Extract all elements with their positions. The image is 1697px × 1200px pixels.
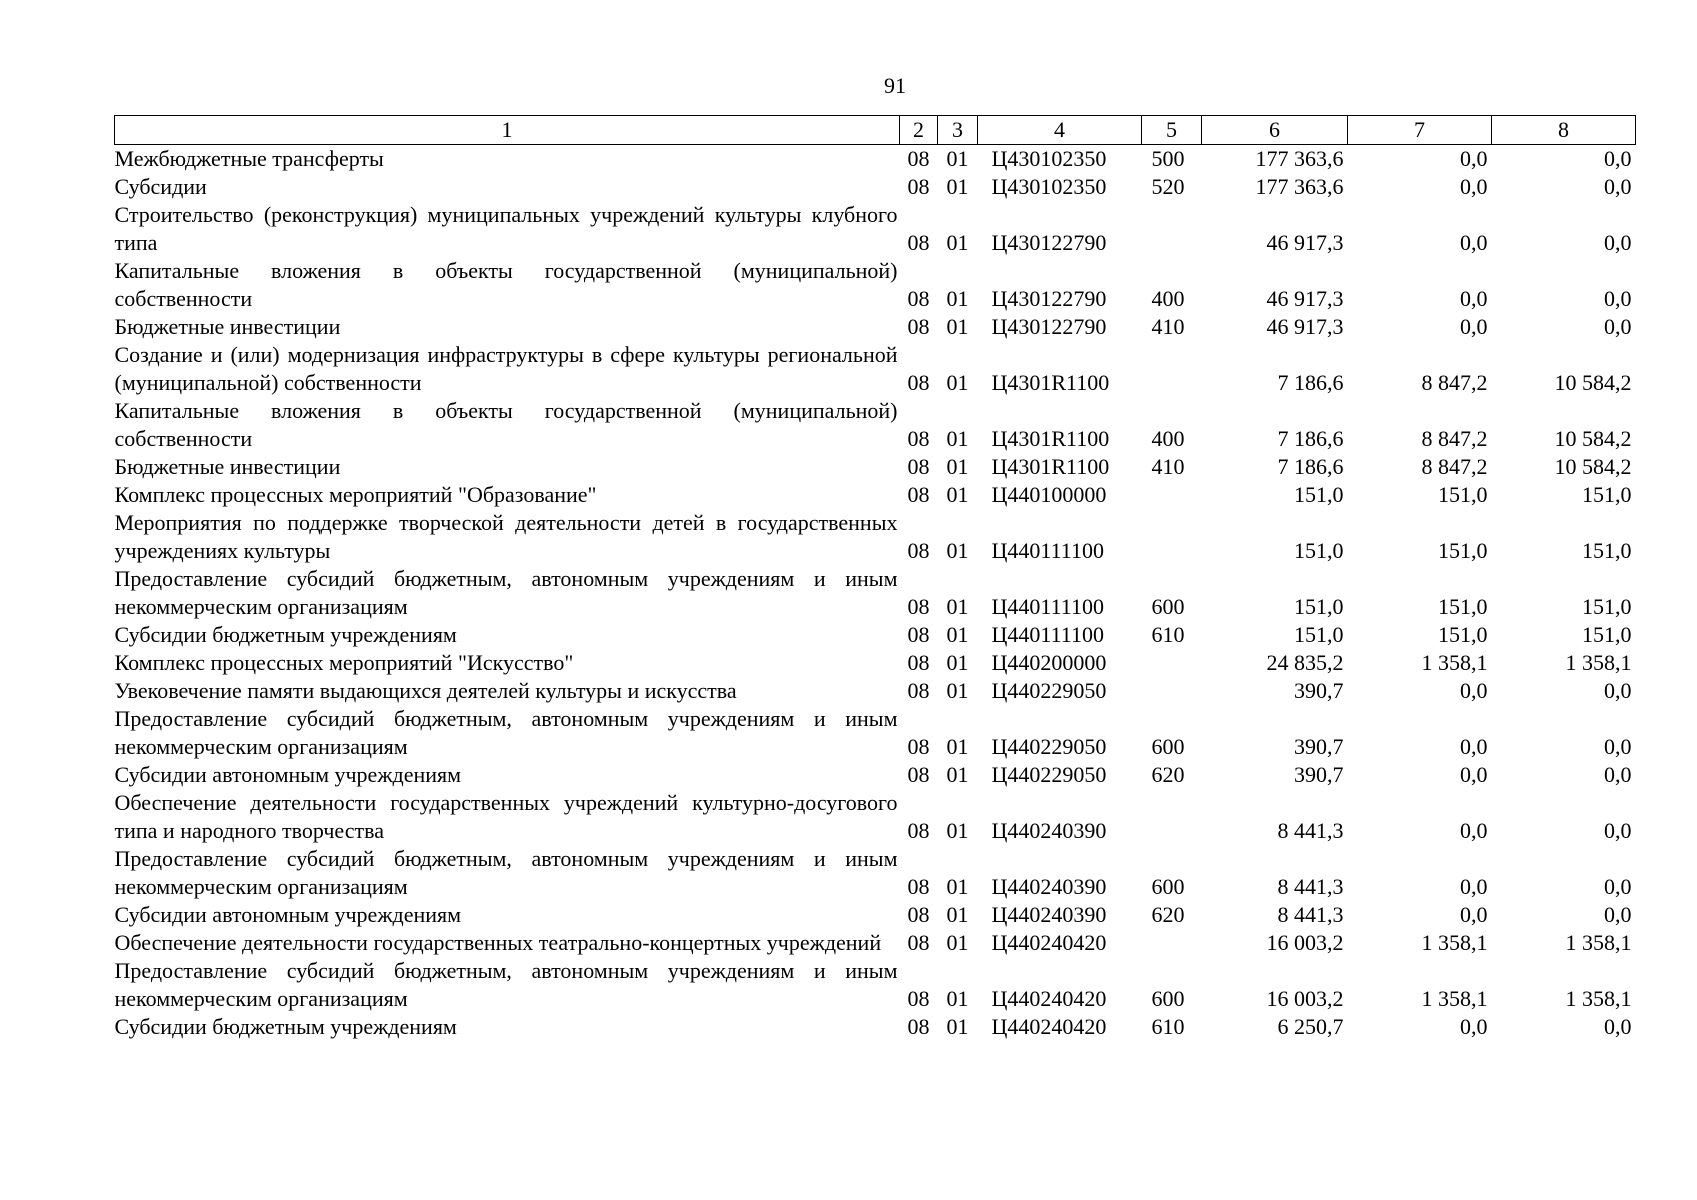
row-name: Межбюджетные трансферты [114, 146, 384, 171]
page-number: 91 [884, 73, 906, 98]
row-target-code: Ц430102350 [991, 146, 1107, 171]
row-subsection: 01 [946, 986, 969, 1011]
row-amount-8: 151,0 [1582, 482, 1632, 507]
row-amount-8: 0,0 [1604, 874, 1632, 899]
row-subsection: 01 [946, 734, 969, 759]
row-expense-type: 620 [1151, 902, 1185, 927]
row-amount-7: 0,0 [1460, 1014, 1488, 1039]
row-amount-7: 0,0 [1460, 174, 1488, 199]
row-expense-type [1142, 677, 1202, 705]
row-subsection: 01 [946, 1014, 969, 1039]
row-amount-8: 10 584,2 [1554, 370, 1632, 395]
row-subsection: 01 [946, 874, 969, 899]
table-row [115, 397, 1636, 453]
row-amount-8: 0,0 [1604, 678, 1632, 703]
row-amount-6: 24 835,2 [1266, 650, 1344, 675]
row-expense-type: 600 [1151, 594, 1185, 619]
row-subsection: 01 [946, 426, 969, 451]
row-section: 08 [907, 622, 930, 647]
row-amount-6: 46 917,3 [1266, 314, 1344, 339]
row-expense-type [1142, 929, 1202, 957]
row-amount-8: 1 358,1 [1565, 930, 1632, 955]
row-target-code: Ц4301R1100 [991, 426, 1110, 451]
row-subsection: 01 [946, 818, 969, 843]
table-row [115, 201, 1636, 257]
table-row [115, 649, 1636, 677]
row-name: Субсидии бюджетным учреждениям [114, 1014, 457, 1039]
row-amount-6: 390,7 [1294, 678, 1344, 703]
row-section: 08 [907, 174, 930, 199]
row-target-code: Ц4301R1100 [991, 454, 1110, 479]
row-section: 08 [907, 230, 930, 255]
row-target-code: Ц440229050 [991, 678, 1107, 703]
row-target-code: Ц440240390 [991, 874, 1107, 899]
row-amount-7: 151,0 [1438, 622, 1488, 647]
table-row [115, 145, 1636, 174]
row-amount-8: 0,0 [1604, 762, 1632, 787]
row-amount-8: 0,0 [1604, 286, 1632, 311]
table-row [115, 621, 1636, 649]
row-amount-7: 0,0 [1460, 762, 1488, 787]
row-target-code: Ц440240390 [991, 902, 1107, 927]
row-expense-type [1142, 481, 1202, 509]
row-section: 08 [907, 594, 930, 619]
row-target-code: Ц440111100 [991, 538, 1104, 563]
row-name: Предоставление субсидий бюджетным, автономным учреждениям и иным некоммерческим организациям [114, 706, 898, 759]
row-amount-6: 151,0 [1294, 538, 1344, 563]
row-amount-7: 0,0 [1460, 874, 1488, 899]
row-name: Субсидии бюджетным учреждениям [114, 622, 457, 647]
row-expense-type: 400 [1151, 286, 1185, 311]
header-col-7: 7 [1348, 116, 1492, 145]
row-amount-7: 151,0 [1438, 538, 1488, 563]
row-amount-7: 8 847,2 [1421, 426, 1488, 451]
row-subsection: 01 [946, 762, 969, 787]
row-amount-7: 8 847,2 [1421, 370, 1488, 395]
row-amount-7: 1 358,1 [1421, 930, 1488, 955]
row-name: Обеспечение деятельности государственных учреждений культурно-досугового типа и народного творчества [114, 790, 898, 843]
table-row [115, 929, 1636, 957]
row-section: 08 [907, 874, 930, 899]
row-amount-7: 8 847,2 [1421, 454, 1488, 479]
row-expense-type [1142, 789, 1202, 845]
row-name: Комплекс процессных мероприятий "Искусство" [114, 650, 574, 675]
row-expense-type: 410 [1151, 314, 1185, 339]
row-subsection: 01 [946, 230, 969, 255]
row-amount-8: 0,0 [1604, 146, 1632, 171]
table-row [115, 789, 1636, 845]
row-subsection: 01 [946, 314, 969, 339]
row-subsection: 01 [946, 538, 969, 563]
row-target-code: Ц430122790 [991, 314, 1107, 339]
header-col-5: 5 [1142, 116, 1202, 145]
row-target-code: Ц440111100 [991, 622, 1104, 647]
row-amount-7: 0,0 [1460, 146, 1488, 171]
row-amount-8: 0,0 [1604, 174, 1632, 199]
row-target-code: Ц430102350 [991, 174, 1107, 199]
row-subsection: 01 [946, 678, 969, 703]
row-name: Капитальные вложения в объекты государственной (муниципальной) собственности [114, 398, 898, 451]
row-amount-6: 8 441,3 [1277, 874, 1344, 899]
row-section: 08 [907, 986, 930, 1011]
table-row [115, 677, 1636, 705]
row-target-code: Ц440229050 [991, 762, 1107, 787]
row-amount-8: 0,0 [1604, 230, 1632, 255]
row-amount-6: 46 917,3 [1266, 230, 1344, 255]
row-subsection: 01 [946, 146, 969, 171]
header-row [115, 116, 1636, 145]
row-amount-8: 151,0 [1582, 594, 1632, 619]
table-row [115, 173, 1636, 201]
row-subsection: 01 [946, 454, 969, 479]
table-body [115, 145, 1636, 1042]
row-section: 08 [907, 286, 930, 311]
row-section: 08 [907, 734, 930, 759]
row-amount-8: 0,0 [1604, 818, 1632, 843]
row-amount-7: 0,0 [1460, 902, 1488, 927]
row-amount-7: 0,0 [1460, 230, 1488, 255]
row-target-code: Ц440100000 [991, 482, 1107, 507]
row-name: Капитальные вложения в объекты государственной (муниципальной) собственности [114, 258, 898, 311]
row-amount-6: 7 186,6 [1277, 426, 1344, 451]
header-col-6: 6 [1202, 116, 1348, 145]
row-target-code: Ц440240420 [991, 1014, 1107, 1039]
row-amount-7: 0,0 [1460, 678, 1488, 703]
table-row [115, 453, 1636, 481]
table-header [115, 116, 1636, 145]
header-col-8: 8 [1492, 116, 1636, 145]
row-expense-type: 610 [1151, 1014, 1185, 1039]
row-section: 08 [907, 454, 930, 479]
row-subsection: 01 [946, 286, 969, 311]
row-subsection: 01 [946, 482, 969, 507]
row-amount-8: 0,0 [1604, 1014, 1632, 1039]
row-subsection: 01 [946, 622, 969, 647]
row-section: 08 [907, 1014, 930, 1039]
table-row [115, 845, 1636, 901]
row-amount-6: 7 186,6 [1277, 370, 1344, 395]
row-subsection: 01 [946, 902, 969, 927]
row-subsection: 01 [946, 650, 969, 675]
row-amount-6: 390,7 [1294, 762, 1344, 787]
row-amount-6: 8 441,3 [1277, 818, 1344, 843]
row-section: 08 [907, 650, 930, 675]
row-amount-6: 16 003,2 [1266, 986, 1344, 1011]
row-subsection: 01 [946, 930, 969, 955]
row-name: Предоставление субсидий бюджетным, автономным учреждениям и иным некоммерческим организациям [114, 566, 898, 619]
row-name: Мероприятия по поддержке творческой деятельности детей в государственных учреждениях культуры [114, 510, 898, 563]
row-amount-6: 7 186,6 [1277, 454, 1344, 479]
table-row [115, 481, 1636, 509]
table-row [115, 705, 1636, 761]
row-name: Бюджетные инвестиции [114, 454, 341, 479]
budget-table [114, 115, 1636, 1041]
row-section: 08 [907, 426, 930, 451]
row-amount-6: 151,0 [1294, 622, 1344, 647]
row-target-code: Ц440229050 [991, 734, 1107, 759]
table-row [115, 565, 1636, 621]
row-amount-7: 0,0 [1460, 314, 1488, 339]
row-name: Предоставление субсидий бюджетным, автономным учреждениям и иным некоммерческим организациям [114, 958, 898, 1011]
row-target-code: Ц440240390 [991, 818, 1107, 843]
row-amount-8: 151,0 [1582, 622, 1632, 647]
row-amount-8: 10 584,2 [1554, 454, 1632, 479]
row-amount-6: 6 250,7 [1277, 1014, 1344, 1039]
row-section: 08 [907, 678, 930, 703]
row-amount-6: 177 363,6 [1255, 174, 1344, 199]
row-section: 08 [907, 482, 930, 507]
table-row [115, 257, 1636, 313]
header-col-4: 4 [978, 116, 1142, 145]
table-row [115, 313, 1636, 341]
row-amount-8: 0,0 [1604, 902, 1632, 927]
table-row [115, 509, 1636, 565]
row-amount-6: 46 917,3 [1266, 286, 1344, 311]
row-expense-type [1142, 341, 1202, 397]
row-section: 08 [907, 902, 930, 927]
header-col-3: 3 [938, 116, 978, 145]
row-expense-type: 620 [1151, 762, 1185, 787]
table-row [115, 1013, 1636, 1041]
row-target-code: Ц440111100 [991, 594, 1104, 619]
row-name: Предоставление субсидий бюджетным, автономным учреждениям и иным некоммерческим организациям [114, 846, 898, 899]
row-amount-7: 1 358,1 [1421, 986, 1488, 1011]
row-amount-7: 151,0 [1438, 482, 1488, 507]
row-name: Обеспечение деятельности государственных театрально-концертных учреждений [114, 930, 882, 955]
row-amount-8: 0,0 [1604, 734, 1632, 759]
header-col-2: 2 [900, 116, 938, 145]
row-section: 08 [907, 762, 930, 787]
row-target-code: Ц4301R1100 [991, 370, 1110, 395]
row-section: 08 [907, 314, 930, 339]
row-amount-7: 0,0 [1460, 818, 1488, 843]
row-amount-8: 1 358,1 [1565, 650, 1632, 675]
row-expense-type: 610 [1151, 622, 1185, 647]
row-name: Увековечение памяти выдающихся деятелей культуры и искусства [114, 678, 737, 703]
row-expense-type: 400 [1151, 426, 1185, 451]
row-amount-8: 10 584,2 [1554, 426, 1632, 451]
row-expense-type: 600 [1151, 734, 1185, 759]
row-amount-6: 151,0 [1294, 594, 1344, 619]
row-name: Субсидии автономным учреждениям [114, 902, 462, 927]
row-expense-type: 600 [1151, 986, 1185, 1011]
row-expense-type: 520 [1151, 174, 1185, 199]
row-section: 08 [907, 818, 930, 843]
row-expense-type [1142, 649, 1202, 677]
row-section: 08 [907, 538, 930, 563]
row-expense-type: 600 [1151, 874, 1185, 899]
row-target-code: Ц440200000 [991, 650, 1107, 675]
row-amount-6: 390,7 [1294, 734, 1344, 759]
row-amount-8: 0,0 [1604, 314, 1632, 339]
row-expense-type: 500 [1151, 146, 1185, 171]
row-name: Комплекс процессных мероприятий "Образование" [114, 482, 597, 507]
row-amount-6: 177 363,6 [1255, 146, 1344, 171]
row-name: Строительство (реконструкция) муниципальных учреждений культуры клубного типа [114, 202, 898, 255]
table-row [115, 957, 1636, 1013]
row-expense-type [1142, 201, 1202, 257]
row-subsection: 01 [946, 594, 969, 619]
header-col-1: 1 [115, 116, 900, 145]
row-target-code: Ц430122790 [991, 230, 1107, 255]
row-target-code: Ц440240420 [991, 930, 1107, 955]
row-target-code: Ц440240420 [991, 986, 1107, 1011]
row-amount-7: 0,0 [1460, 286, 1488, 311]
row-name: Субсидии автономным учреждениям [114, 762, 462, 787]
row-amount-8: 151,0 [1582, 538, 1632, 563]
row-subsection: 01 [946, 370, 969, 395]
row-amount-6: 16 003,2 [1266, 930, 1344, 955]
row-name: Субсидии [114, 174, 207, 199]
row-section: 08 [907, 370, 930, 395]
row-amount-8: 1 358,1 [1565, 986, 1632, 1011]
row-name: Бюджетные инвестиции [114, 314, 341, 339]
row-amount-6: 8 441,3 [1277, 902, 1344, 927]
row-amount-7: 0,0 [1460, 734, 1488, 759]
row-section: 08 [907, 146, 930, 171]
table-row [115, 761, 1636, 789]
row-subsection: 01 [946, 174, 969, 199]
row-expense-type [1142, 509, 1202, 565]
row-amount-6: 151,0 [1294, 482, 1344, 507]
row-expense-type: 410 [1151, 454, 1185, 479]
row-section: 08 [907, 930, 930, 955]
row-amount-7: 151,0 [1438, 594, 1488, 619]
table-row [115, 901, 1636, 929]
table-row [115, 341, 1636, 397]
row-target-code: Ц430122790 [991, 286, 1107, 311]
row-name: Создание и (или) модернизация инфраструктуры в сфере культуры региональной (муниципальной) собственности [114, 342, 898, 395]
row-amount-7: 1 358,1 [1421, 650, 1488, 675]
